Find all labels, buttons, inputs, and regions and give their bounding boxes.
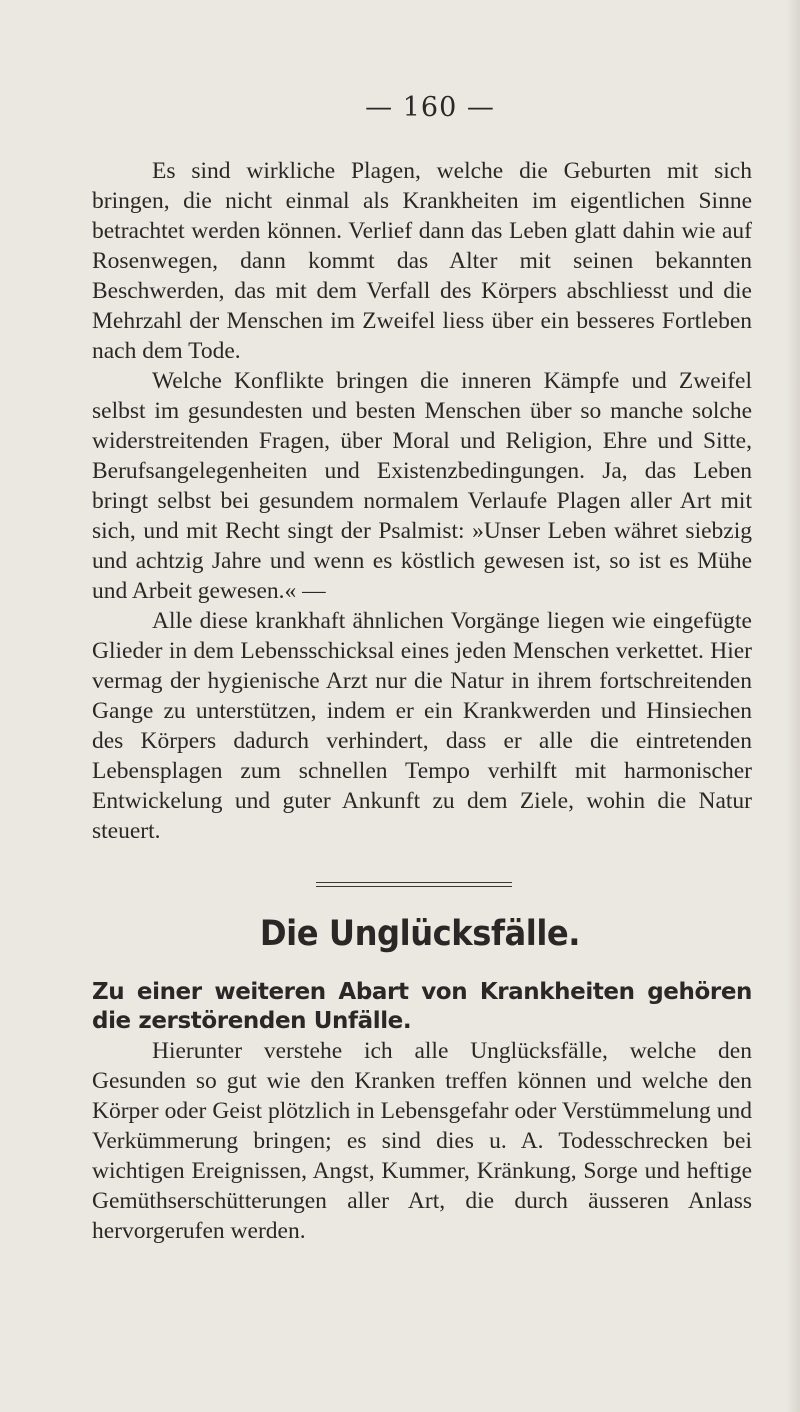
- paragraph-conflicts: Welche Konflikte bringen die inneren Kämpfe und Zweifel selbst im gesundesten und besten Menschen über so manche solche widerstreitenden Fragen, über Moral und Religion, Ehre und Sitte, Berufsangelegenheiten und Existenzbedingungen. Ja, das Leben bringt selbst bei gesundem normalem Verlaufe Plagen aller Art mit sich, und mit Recht singt der Psalmist: »Unser Leben währet siebzig und achtzig Jahre und wenn es köstlich gewesen ist, so ist es Mühe und Arbeit gewesen.« —: [92, 368, 752, 604]
- section-heading: Die Unglücksfälle.: [259, 914, 581, 954]
- page-number: — 160 —: [365, 92, 495, 123]
- paragraph-life-chain: Alle diese krankhaft ähnlichen Vorgänge liegen wie eingefügte Glieder in dem Lebensschicksal eines jeden Menschen verkettet. Hier vermag der hygienische Arzt nur die Natur in ihrem fortschreitenden Gange zu unterstützen, indem er ein Krankwerden und Hinsiechen des Körpers dadurch verhindert, dass er alle die eintretenden Lebensplagen zum schnellen Tempo verhilft mit harmonischer Entwickelung und guter Ankunft zu dem Ziele, wohin die Natur steuert.: [92, 608, 752, 844]
- section-divider-line-top: [316, 882, 512, 883]
- section-divider-line-bottom: [316, 886, 512, 887]
- paragraph-births-plagues: Es sind wirkliche Plagen, welche die Geburten mit sich bringen, die nicht einmal als Krankheiten im eigentlichen Sinne betrachtet werden können. Verlief dann das Leben glatt dahin wie auf Rosenwegen, dann kommt das Alter mit seinen bekannten Beschwerden, das mit dem Verfall des Körpers abschliesst und die Mehrzahl der Menschen im Zweifel liess über ein besseres Fortleben nach dem Tode.: [92, 158, 752, 364]
- body-text-top: [92, 156, 752, 846]
- paragraph-accidents: Hierunter verstehe ich alle Unglücksfälle, welche den Gesunden so gut wie den Kranken treffen können und welche den Körper oder Geist plötzlich in Lebensgefahr oder Verstümmelung und Verkümmerung bringen; es sind dies u. A. Todesschrecken bei wichtigen Ereignissen, Angst, Kummer, Kränkung, Sorge und heftige Gemüthserschütterungen aller Art, die durch äusseren Anlass hervorgerufen werden.: [92, 1038, 752, 1244]
- body-text-bottom: [92, 1036, 752, 1246]
- section-subheading: Zu einer weiteren Abart von Krankheiten gehören die zerstörenden Unfälle.: [92, 979, 752, 1034]
- page-edge-shadow: [786, 0, 800, 1412]
